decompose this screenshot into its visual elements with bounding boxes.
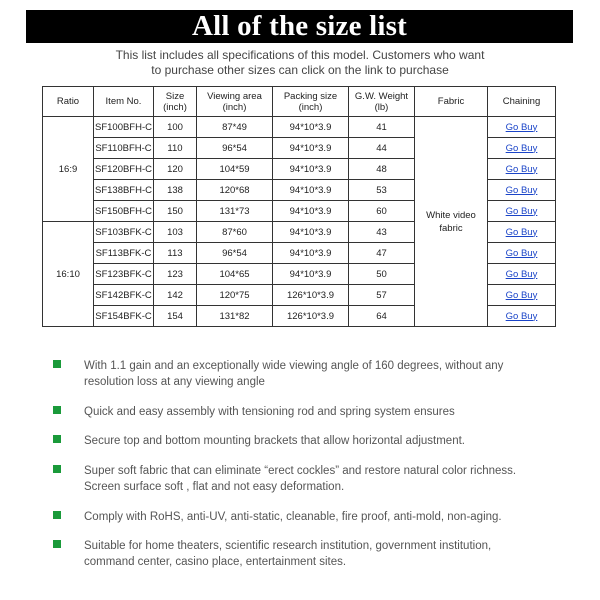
- weight-cell: 64: [349, 306, 415, 327]
- chaining-cell: [488, 306, 556, 327]
- item-no-cell: SF154BFK-C: [94, 306, 154, 327]
- viewing-area-cell: 96*54: [197, 138, 273, 159]
- page-title: All of the size list: [191, 10, 407, 42]
- intro-line-2: to purchase other sizes can click on the link to purchase: [151, 63, 449, 77]
- packing-size-cell: 126*10*3.9: [273, 306, 349, 327]
- packing-size-cell: 94*10*3.9: [273, 180, 349, 201]
- chaining-cell: [488, 159, 556, 180]
- ratio-cell: 16:10: [43, 222, 94, 327]
- weight-cell: 44: [349, 138, 415, 159]
- fabric-cell: White video fabric: [415, 117, 488, 327]
- green-square-bullet-icon: [53, 511, 61, 519]
- item-no-cell: SF113BFK-C: [94, 243, 154, 264]
- weight-cell: 53: [349, 180, 415, 201]
- feature-text: Secure top and bottom mounting brackets that allow horizontal adjustment.: [84, 435, 465, 447]
- viewing-area-cell: 120*68: [197, 180, 273, 201]
- go-buy-link[interactable]: Go Buy: [505, 226, 538, 238]
- weight-cell: 60: [349, 201, 415, 222]
- chaining-cell: [488, 285, 556, 306]
- intro-text: [0, 48, 600, 78]
- size-cell: 120: [154, 159, 197, 180]
- green-square-bullet-icon: [53, 360, 61, 368]
- go-buy-link[interactable]: Go Buy: [505, 247, 538, 259]
- table-header-row: [43, 87, 556, 117]
- chaining-cell: [488, 264, 556, 285]
- item-no-cell: SF150BFH-C: [94, 201, 154, 222]
- viewing-area-cell: 87*49: [197, 117, 273, 138]
- weight-cell: 43: [349, 222, 415, 243]
- viewing-area-cell: 131*73: [197, 201, 273, 222]
- feature-text: Quick and easy assembly with tensioning rod and spring system ensures: [84, 406, 455, 418]
- weight-cell: 50: [349, 264, 415, 285]
- chaining-cell: [488, 222, 556, 243]
- feature-text: Suitable for home theaters, scientific research institution, government institution, command center, casino place, entertainment sites.: [84, 540, 492, 568]
- size-cell: 110: [154, 138, 197, 159]
- green-square-bullet-icon: [53, 465, 61, 473]
- header-chaining: Chaining: [488, 87, 556, 117]
- size-cell: 100: [154, 117, 197, 138]
- packing-size-cell: 94*10*3.9: [273, 138, 349, 159]
- viewing-area-cell: 131*82: [197, 306, 273, 327]
- item-no-cell: SF110BFH-C: [94, 138, 154, 159]
- header-ratio: Ratio: [43, 87, 94, 117]
- viewing-area-cell: 87*60: [197, 222, 273, 243]
- packing-size-cell: 126*10*3.9: [273, 285, 349, 306]
- size-cell: 142: [154, 285, 197, 306]
- item-no-cell: SF123BFK-C: [94, 264, 154, 285]
- title-banner: [26, 10, 573, 43]
- weight-cell: 48: [349, 159, 415, 180]
- header-viewing-area: Viewing area (inch): [197, 87, 273, 117]
- viewing-area-cell: 104*59: [197, 159, 273, 180]
- size-cell: 150: [154, 201, 197, 222]
- size-cell: 123: [154, 264, 197, 285]
- chaining-cell: [488, 117, 556, 138]
- feature-text: Super soft fabric that can eliminate “erect cockles” and restore natural color richness. Screen surface soft , flat and not easy deformation.: [84, 465, 517, 493]
- green-square-bullet-icon: [53, 435, 61, 443]
- go-buy-link[interactable]: Go Buy: [505, 184, 538, 196]
- chaining-cell: [488, 180, 556, 201]
- item-no-cell: SF142BFK-C: [94, 285, 154, 306]
- header-fabric: Fabric: [415, 87, 488, 117]
- size-cell: 113: [154, 243, 197, 264]
- green-square-bullet-icon: [53, 540, 61, 548]
- header-size: Size (inch): [154, 87, 197, 117]
- feature-text: Comply with RoHS, anti-UV, anti-static, cleanable, fire proof, anti-mold, non-aging.: [84, 511, 502, 523]
- header-weight: G.W. Weight (lb): [349, 87, 415, 117]
- size-cell: 103: [154, 222, 197, 243]
- go-buy-link[interactable]: Go Buy: [505, 289, 538, 301]
- size-cell: 138: [154, 180, 197, 201]
- weight-cell: 41: [349, 117, 415, 138]
- ratio-cell: 16:9: [43, 117, 94, 222]
- chaining-cell: [488, 138, 556, 159]
- packing-size-cell: 94*10*3.9: [273, 222, 349, 243]
- item-no-cell: SF138BFH-C: [94, 180, 154, 201]
- intro-line-1: This list includes all specifications of this model. Customers who want: [115, 48, 485, 62]
- size-spec-table: [42, 86, 556, 327]
- packing-size-cell: 94*10*3.9: [273, 117, 349, 138]
- size-cell: 154: [154, 306, 197, 327]
- packing-size-cell: 94*10*3.9: [273, 159, 349, 180]
- go-buy-link[interactable]: Go Buy: [505, 310, 538, 322]
- item-no-cell: SF120BFH-C: [94, 159, 154, 180]
- feature-text: With 1.1 gain and an exceptionally wide viewing angle of 160 degrees, without any resolution loss at any viewing angle: [84, 360, 504, 388]
- go-buy-link[interactable]: Go Buy: [505, 268, 538, 280]
- packing-size-cell: 94*10*3.9: [273, 243, 349, 264]
- header-packing-size: Packing size (inch): [273, 87, 349, 117]
- viewing-area-cell: 104*65: [197, 264, 273, 285]
- go-buy-link[interactable]: Go Buy: [505, 142, 538, 154]
- header-item-no: Item No.: [94, 87, 154, 117]
- packing-size-cell: 94*10*3.9: [273, 264, 349, 285]
- chaining-cell: [488, 201, 556, 222]
- item-no-cell: SF103BFK-C: [94, 222, 154, 243]
- go-buy-link[interactable]: Go Buy: [505, 163, 538, 175]
- viewing-area-cell: 96*54: [197, 243, 273, 264]
- table-row: [43, 117, 556, 138]
- weight-cell: 57: [349, 285, 415, 306]
- weight-cell: 47: [349, 243, 415, 264]
- item-no-cell: SF100BFH-C: [94, 117, 154, 138]
- go-buy-link[interactable]: Go Buy: [505, 205, 538, 217]
- chaining-cell: [488, 243, 556, 264]
- packing-size-cell: 94*10*3.9: [273, 201, 349, 222]
- green-square-bullet-icon: [53, 406, 61, 414]
- go-buy-link[interactable]: Go Buy: [505, 121, 538, 133]
- viewing-area-cell: 120*75: [197, 285, 273, 306]
